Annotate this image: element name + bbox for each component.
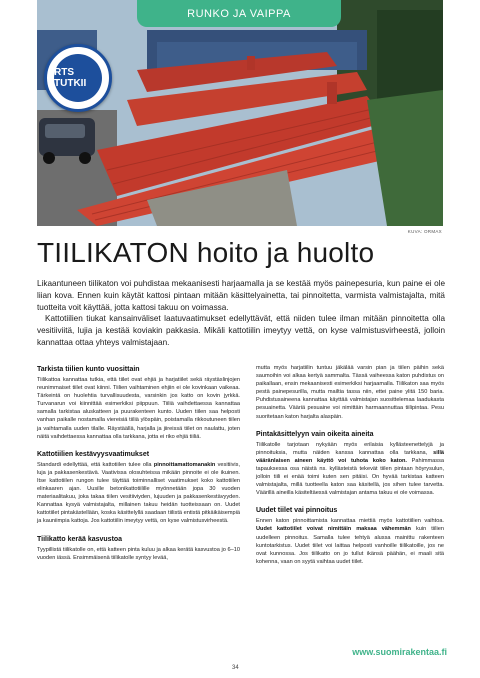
- section-heading: Pintakäsittelyyn vain oikeita aineita: [256, 430, 374, 438]
- article-lead: [37, 278, 445, 349]
- section-heading: Kattotiilien kestävyysvaatimukset: [37, 450, 150, 458]
- body-text: vesitiivis, luja ja pakkasenkestävä. Vaativissa olosuhteissa mikään pinnoite ei ole ikuinen. Itse kattotiilen rungon tulee täyttää toiminnalliset vaatimukset koko kattotiilen elinkaaren ajan. Uusille betonikattotiilille myönnetään jopa 30 vuoden materiaalitakuu, joka takaa tiilen vesitiiviyden, lujuuden ja pakkasenkestävyyden. Kannattaa kysyä valmistajalta, millainen takuu heidän tuotteissaan on. Uudet kattotiilet pintakästellään, koska käsittelyllä saadaan tiilistä entistä pitkäikäisempiä ja kauniimpia kattoja. Jos kattotiilin imeytyy vettä, on kyse valmistusvirheestä.: [37, 461, 240, 525]
- section-body: Tiilikattoa kannattaa tutkia, että tiilet ovat ehjiä ja harjatiilet sekä räystäslinjojen reunimmaiset tiilet ovat kiinni. Tiilien vaihtaminen ehjiin ei ole kovinkaan vaikeaa. Tärkeintä on huolehtia turvallisuudesta, varsinkin jos katto on kovin jyrkkä. Turvanarun voi kiinnittää esimerkiksi piippuun. Tiiliä vaihdettaessa kannattaa samalla tarkistaa aluskatteen ja puurakenteen kunto. Uuden tiilen saa helposti vanhan paikalle nostamalla viereisiä tiiliä ylöspäin, poistamalla rikkoutuneen tiilen ja vaihtamalla uuden tilalle. Räystäällä, harjalla ja jiireissä tiilet on naulattu, joten näitä vaihdettaessa kannattaa olla tarkkana, jotta ei riko ehjiä tiiliä.: [37, 377, 240, 440]
- rts-tutkii-badge: [44, 44, 112, 112]
- body-text: Pahimmassa tapauksessa osa näistä ns. kyllästeistä tekevät tiilen pintaan höyrysulun, jolloin tiili ei enää toimi kuten sen pitäisi. On hyvää tarkistaa katteen valmistajalta, millä tuotteella katon saa käsitellä, jos sihen tulee tarvetta. Väärillä aineilla käsiteltäessä valmistajan antama takuu ei ole voimassa.: [256, 457, 444, 497]
- section-tab: RUNKO JA VAIPPA: [137, 0, 341, 27]
- section-body: [37, 461, 240, 526]
- section-heading: Tarkista tiilien kunto vuosittain: [37, 366, 140, 373]
- body-text: Tiilikatolle tarjotaan nykyään myös erilaisia kyllästeenettelyjä ja pinnoituksia, mutta näiden kanssa kannattaa olla tarkkana,: [256, 441, 444, 456]
- lead-paragraph-2: Kattotiilien tiukat kansainväliset laatuvaatimukset edellyttävät, että niiden tulee ilman mitään pinnoitetta olla vesitiiviitä, lujia ja kestää koviakin pakkasia. Mikäli kattotiilin imeytyy vettä, on kyse valmistusvirheestä, jolloin kannattaa ottaa yhteys valmistajaan.: [37, 314, 445, 347]
- left-column: [37, 365, 240, 571]
- body-bold-text: pinnoittamattomanakin: [153, 461, 216, 468]
- section-body: [256, 517, 444, 566]
- hero-photo: [37, 0, 443, 226]
- section-heading: Uudet tiilet vai pinnoitus: [256, 507, 338, 515]
- section-body: Tyypillistä tiilikatolle on, että katteen pinta kuluu ja alkaa kerätä kasvustoa jo 6–10 vuoden iässä. Ensimmäisenä tiilikatolle syntyy levää,: [37, 546, 240, 561]
- section-body: [256, 441, 444, 498]
- body-bold-text: sillä vääränlaisen aineen käyttö voi tuhota koko katon.: [256, 449, 444, 464]
- rts-tutkii-badge-title: RTS TUTKII: [54, 54, 102, 102]
- body-text: kuin tiilien uudelleen pinnoitus. Samalla tulee tehtyä alussa mainittu rakenteen kuntotarkistus. Uudet tiilet voi laittaa helposti vanhoille tiilikatoille, jos ne ovat kunnossa. Jos tiilikatto on jo tullut ikänsä päähän, ei maali sitä kohenna, vaan on syytä vaihtaa uudet tiilet.: [256, 526, 444, 565]
- page-number: 34: [232, 665, 239, 671]
- roof-photo-illustration: [37, 0, 443, 226]
- lead-paragraph-1: Likaantuneen tiilikaton voi puhdistaa mekaanisesti harjaamalla ja se kestää myös painepesuria, kun paine ei ole liian kova. Ennen kuin käytät kattosi pintaan mitään käsittelyainetta, tai pinnoitetta, varmista valmistajalta, mitä tuotteita voit käyttää, jotta kattosi takuu on voimassa.: [37, 279, 445, 312]
- website-link[interactable]: www.suomirakentaa.fi: [352, 647, 447, 657]
- article-title: TIILIKATON hoito ja huolto: [37, 237, 375, 268]
- body-text: Standardi edellyttää, että kattotiilen tulee olla: [37, 461, 154, 468]
- photo-credit: KUVA: ORMAX: [407, 229, 442, 234]
- right-column: [256, 364, 444, 575]
- body-text: Ennen katon pinnoittamista kannattaa miettiä myös kattotiilien vaihtoa.: [256, 518, 444, 525]
- body-bold-text: Uudet kattotiilet voivat nimittäin maksaa vähemmän: [256, 526, 411, 533]
- section-heading: Tiilikatto kerää kasvustoa: [37, 535, 123, 543]
- section-body: mutta myös harjatiilin tuntuu jäkälää varsin pian ja tiilen päihin sekä saumoihin voi alkaa kertyä sammalta. Tässä vaiheessa katon puhdistus on paikallaan, ensin mekaanisesti esimerkiksi harjaamalla. Tiilikaton saa myös pestä painepesurilla, mutta mailtia tassa niin, ettei paine ylitä 150 baria. Puhdistusaineena kannattaa käyttää valmistajan suosittelemaa laadukasta pesuainetta. Vääriä pesuaine voi nimittäin harmaannuttaa tiilipintaa. Pesu suoritetaan katon harjalta alaspäin.: [256, 365, 444, 420]
